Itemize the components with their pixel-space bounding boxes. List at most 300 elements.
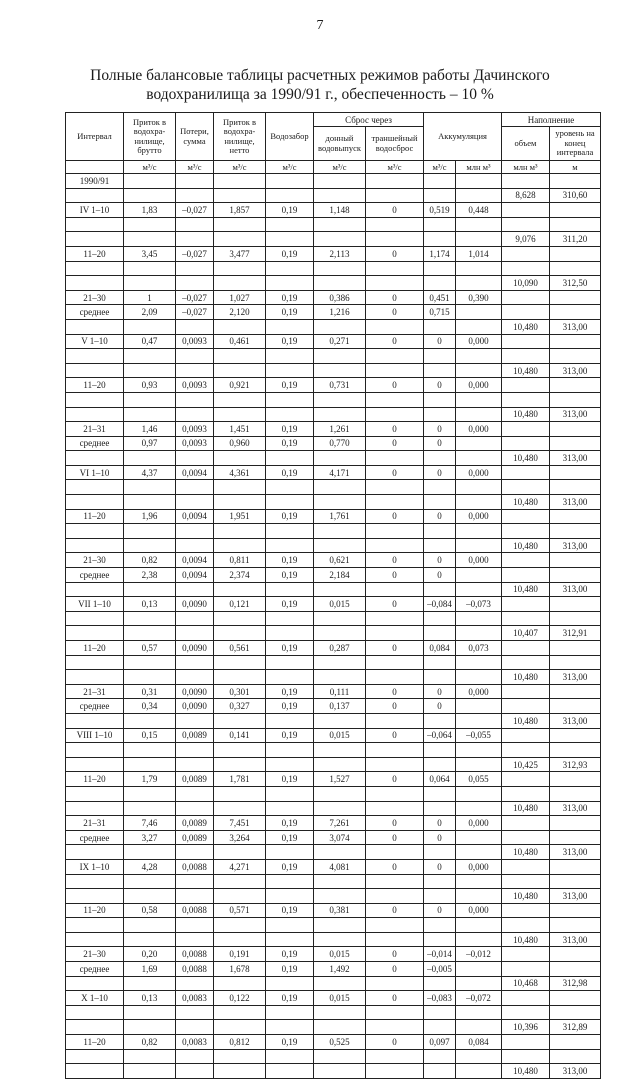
cell-bottom-outlet: 0,621 bbox=[314, 553, 366, 568]
cell-acc-flow: 0 bbox=[424, 830, 456, 845]
cell-inflow-net bbox=[214, 582, 266, 597]
cell-level bbox=[550, 524, 601, 539]
cell-volume bbox=[502, 918, 550, 933]
cell-acc-vol bbox=[456, 392, 502, 407]
cell-level bbox=[550, 874, 601, 889]
cell-inflow-gross bbox=[124, 918, 176, 933]
cell-volume bbox=[502, 509, 550, 524]
cell-bottom-outlet: 0,015 bbox=[314, 991, 366, 1006]
cell-acc-flow: –0,083 bbox=[424, 991, 456, 1006]
cell-level: 313,00 bbox=[550, 801, 601, 816]
cell-bottom-outlet: 4,081 bbox=[314, 859, 366, 874]
cell-volume: 10,480 bbox=[502, 1064, 550, 1079]
cell-inflow-net bbox=[214, 349, 266, 364]
cell-withdrawal: 0,19 bbox=[266, 991, 314, 1006]
cell-interval bbox=[66, 480, 124, 495]
cell-inflow-net bbox=[214, 217, 266, 232]
cell-inflow-net: 1,857 bbox=[214, 203, 266, 218]
cell-volume: 10,407 bbox=[502, 626, 550, 641]
cell-losses: 0,0090 bbox=[176, 684, 214, 699]
cell-withdrawal: 0,19 bbox=[266, 772, 314, 787]
cell-inflow-net: 0,812 bbox=[214, 1035, 266, 1050]
cell-bottom-outlet bbox=[314, 188, 366, 203]
cell-interval bbox=[66, 932, 124, 947]
cell-acc-vol bbox=[456, 232, 502, 247]
cell-acc-vol bbox=[456, 962, 502, 977]
cell-bottom-outlet bbox=[314, 1020, 366, 1035]
cell-inflow-gross bbox=[124, 261, 176, 276]
cell-trench-spillway bbox=[366, 349, 424, 364]
cell-losses bbox=[176, 1049, 214, 1064]
cell-inflow-net: 0,571 bbox=[214, 903, 266, 918]
cell-acc-vol bbox=[456, 305, 502, 320]
table-row bbox=[66, 217, 601, 232]
unit-withdrawal: м³/с bbox=[266, 161, 314, 174]
cell-inflow-gross bbox=[124, 889, 176, 904]
cell-losses: 0,0090 bbox=[176, 641, 214, 656]
cell-losses: 0,0094 bbox=[176, 568, 214, 583]
cell-trench-spillway: 0 bbox=[366, 962, 424, 977]
table-row bbox=[66, 991, 601, 1006]
cell-interval bbox=[66, 276, 124, 291]
cell-trench-spillway bbox=[366, 1049, 424, 1064]
cell-interval: 21–30 bbox=[66, 290, 124, 305]
cell-inflow-gross bbox=[124, 392, 176, 407]
table-row bbox=[66, 874, 601, 889]
cell-volume: 10,480 bbox=[502, 801, 550, 816]
table-row bbox=[66, 524, 601, 539]
table-row bbox=[66, 582, 601, 597]
cell-acc-vol: 0,084 bbox=[456, 1035, 502, 1050]
cell-inflow-net bbox=[214, 874, 266, 889]
cell-inflow-net bbox=[214, 363, 266, 378]
cell-volume bbox=[502, 174, 550, 189]
title-line-2: водохранилища за 1990/91 г., обеспеченность – 10 % bbox=[146, 86, 494, 103]
cell-losses: 0,0093 bbox=[176, 422, 214, 437]
cell-trench-spillway: 0 bbox=[366, 684, 424, 699]
cell-withdrawal: 0,19 bbox=[266, 378, 314, 393]
cell-withdrawal bbox=[266, 217, 314, 232]
cell-interval: VIII 1–10 bbox=[66, 728, 124, 743]
cell-inflow-gross: 0,47 bbox=[124, 334, 176, 349]
cell-losses: 0,0093 bbox=[176, 378, 214, 393]
cell-acc-flow: 0 bbox=[424, 465, 456, 480]
cell-bottom-outlet: 0,015 bbox=[314, 947, 366, 962]
cell-inflow-gross: 2,09 bbox=[124, 305, 176, 320]
cell-level bbox=[550, 655, 601, 670]
cell-losses: 0,0088 bbox=[176, 947, 214, 962]
cell-bottom-outlet bbox=[314, 1005, 366, 1020]
table-row bbox=[66, 407, 601, 422]
cell-losses bbox=[176, 611, 214, 626]
cell-inflow-net: 2,120 bbox=[214, 305, 266, 320]
cell-bottom-outlet bbox=[314, 524, 366, 539]
cell-interval bbox=[66, 232, 124, 247]
cell-inflow-gross: 4,28 bbox=[124, 859, 176, 874]
cell-losses bbox=[176, 670, 214, 685]
cell-trench-spillway bbox=[366, 655, 424, 670]
cell-bottom-outlet bbox=[314, 538, 366, 553]
table-row bbox=[66, 903, 601, 918]
cell-bottom-outlet bbox=[314, 495, 366, 510]
cell-losses bbox=[176, 889, 214, 904]
cell-losses: 0,0083 bbox=[176, 1035, 214, 1050]
cell-acc-flow: 0 bbox=[424, 859, 456, 874]
cell-bottom-outlet: 1,148 bbox=[314, 203, 366, 218]
cell-volume bbox=[502, 246, 550, 261]
cell-losses bbox=[176, 976, 214, 991]
cell-acc-vol bbox=[456, 524, 502, 539]
cell-inflow-gross bbox=[124, 232, 176, 247]
cell-withdrawal bbox=[266, 626, 314, 641]
cell-withdrawal bbox=[266, 188, 314, 203]
cell-level bbox=[550, 246, 601, 261]
cell-level: 313,00 bbox=[550, 319, 601, 334]
cell-volume bbox=[502, 261, 550, 276]
table-row bbox=[66, 290, 601, 305]
cell-losses bbox=[176, 188, 214, 203]
cell-withdrawal: 0,19 bbox=[266, 246, 314, 261]
cell-interval bbox=[66, 392, 124, 407]
cell-volume: 10,480 bbox=[502, 889, 550, 904]
cell-bottom-outlet bbox=[314, 480, 366, 495]
cell-bottom-outlet: 0,525 bbox=[314, 1035, 366, 1050]
cell-level bbox=[550, 334, 601, 349]
cell-volume bbox=[502, 422, 550, 437]
cell-losses bbox=[176, 1005, 214, 1020]
cell-losses bbox=[176, 261, 214, 276]
cell-inflow-net: 0,122 bbox=[214, 991, 266, 1006]
cell-acc-vol bbox=[456, 932, 502, 947]
cell-level bbox=[550, 830, 601, 845]
table-row bbox=[66, 801, 601, 816]
cell-trench-spillway bbox=[366, 801, 424, 816]
cell-losses bbox=[176, 524, 214, 539]
cell-interval: 21–31 bbox=[66, 422, 124, 437]
cell-withdrawal: 0,19 bbox=[266, 305, 314, 320]
cell-inflow-gross: 1,69 bbox=[124, 962, 176, 977]
cell-acc-vol bbox=[456, 713, 502, 728]
cell-volume bbox=[502, 699, 550, 714]
header-trench-spillway: траншейный водосброс bbox=[366, 127, 424, 161]
cell-losses bbox=[176, 319, 214, 334]
cell-acc-flow: 0 bbox=[424, 334, 456, 349]
table-row bbox=[66, 203, 601, 218]
cell-losses: –0,027 bbox=[176, 203, 214, 218]
cell-withdrawal: 0,19 bbox=[266, 597, 314, 612]
cell-level bbox=[550, 465, 601, 480]
cell-bottom-outlet: 0,770 bbox=[314, 436, 366, 451]
cell-inflow-gross bbox=[124, 670, 176, 685]
table-row bbox=[66, 713, 601, 728]
cell-interval: 1990/91 bbox=[66, 174, 124, 189]
cell-trench-spillway: 0 bbox=[366, 290, 424, 305]
cell-interval bbox=[66, 845, 124, 860]
cell-losses: 0,0090 bbox=[176, 597, 214, 612]
cell-inflow-gross bbox=[124, 451, 176, 466]
cell-inflow-net bbox=[214, 495, 266, 510]
cell-acc-flow: 0 bbox=[424, 903, 456, 918]
cell-bottom-outlet: 1,261 bbox=[314, 422, 366, 437]
cell-withdrawal bbox=[266, 174, 314, 189]
cell-level bbox=[550, 568, 601, 583]
cell-withdrawal: 0,19 bbox=[266, 290, 314, 305]
cell-volume bbox=[502, 597, 550, 612]
cell-trench-spillway bbox=[366, 392, 424, 407]
table-row bbox=[66, 378, 601, 393]
cell-trench-spillway bbox=[366, 524, 424, 539]
cell-acc-flow bbox=[424, 670, 456, 685]
cell-acc-flow bbox=[424, 743, 456, 758]
cell-bottom-outlet bbox=[314, 976, 366, 991]
table-row bbox=[66, 772, 601, 787]
cell-withdrawal: 0,19 bbox=[266, 334, 314, 349]
cell-volume: 10,480 bbox=[502, 670, 550, 685]
table-row bbox=[66, 188, 601, 203]
cell-inflow-net bbox=[214, 611, 266, 626]
cell-withdrawal bbox=[266, 757, 314, 772]
cell-acc-vol bbox=[456, 1020, 502, 1035]
cell-inflow-gross bbox=[124, 743, 176, 758]
cell-withdrawal: 0,19 bbox=[266, 465, 314, 480]
cell-bottom-outlet bbox=[314, 743, 366, 758]
cell-acc-flow bbox=[424, 801, 456, 816]
cell-bottom-outlet: 1,216 bbox=[314, 305, 366, 320]
cell-inflow-net: 4,361 bbox=[214, 465, 266, 480]
cell-level: 313,00 bbox=[550, 495, 601, 510]
table-row bbox=[66, 422, 601, 437]
cell-bottom-outlet bbox=[314, 319, 366, 334]
cell-interval: 11–20 bbox=[66, 378, 124, 393]
cell-withdrawal bbox=[266, 1049, 314, 1064]
cell-acc-flow: 0,084 bbox=[424, 641, 456, 656]
cell-trench-spillway bbox=[366, 538, 424, 553]
cell-acc-flow bbox=[424, 1049, 456, 1064]
cell-level: 313,00 bbox=[550, 713, 601, 728]
cell-interval bbox=[66, 261, 124, 276]
cell-bottom-outlet: 0,381 bbox=[314, 903, 366, 918]
cell-losses: 0,0089 bbox=[176, 772, 214, 787]
cell-trench-spillway: 0 bbox=[366, 436, 424, 451]
cell-losses bbox=[176, 232, 214, 247]
table-row bbox=[66, 495, 601, 510]
cell-volume: 10,480 bbox=[502, 451, 550, 466]
cell-withdrawal: 0,19 bbox=[266, 903, 314, 918]
cell-bottom-outlet: 0,731 bbox=[314, 378, 366, 393]
cell-volume bbox=[502, 903, 550, 918]
cell-acc-flow bbox=[424, 495, 456, 510]
cell-volume bbox=[502, 655, 550, 670]
cell-withdrawal bbox=[266, 889, 314, 904]
header-filling-group: Наполнение bbox=[502, 113, 601, 127]
cell-inflow-gross bbox=[124, 626, 176, 641]
cell-inflow-net: 0,461 bbox=[214, 334, 266, 349]
cell-bottom-outlet bbox=[314, 407, 366, 422]
cell-acc-vol bbox=[456, 480, 502, 495]
cell-inflow-net: 1,451 bbox=[214, 422, 266, 437]
cell-volume bbox=[502, 524, 550, 539]
cell-inflow-gross: 1,46 bbox=[124, 422, 176, 437]
cell-acc-vol: –0,055 bbox=[456, 728, 502, 743]
cell-acc-flow bbox=[424, 1064, 456, 1079]
cell-trench-spillway bbox=[366, 874, 424, 889]
table-row bbox=[66, 334, 601, 349]
header-bottom-outlet: донный водовыпуск bbox=[314, 127, 366, 161]
cell-acc-flow bbox=[424, 232, 456, 247]
cell-acc-flow bbox=[424, 407, 456, 422]
cell-acc-vol bbox=[456, 874, 502, 889]
cell-bottom-outlet: 0,271 bbox=[314, 334, 366, 349]
cell-interval: V 1–10 bbox=[66, 334, 124, 349]
cell-interval bbox=[66, 363, 124, 378]
cell-trench-spillway bbox=[366, 319, 424, 334]
table-row bbox=[66, 451, 601, 466]
cell-inflow-net bbox=[214, 670, 266, 685]
cell-volume bbox=[502, 1049, 550, 1064]
cell-interval: 11–20 bbox=[66, 903, 124, 918]
cell-inflow-net bbox=[214, 786, 266, 801]
cell-inflow-gross: 0,31 bbox=[124, 684, 176, 699]
cell-bottom-outlet bbox=[314, 1049, 366, 1064]
cell-inflow-gross bbox=[124, 611, 176, 626]
cell-inflow-net: 1,027 bbox=[214, 290, 266, 305]
cell-inflow-net: 2,374 bbox=[214, 568, 266, 583]
cell-level bbox=[550, 947, 601, 962]
cell-level bbox=[550, 611, 601, 626]
cell-volume bbox=[502, 641, 550, 656]
cell-losses: 0,0089 bbox=[176, 830, 214, 845]
cell-inflow-net: 3,264 bbox=[214, 830, 266, 845]
cell-level bbox=[550, 641, 601, 656]
cell-bottom-outlet: 0,111 bbox=[314, 684, 366, 699]
cell-withdrawal bbox=[266, 918, 314, 933]
cell-trench-spillway: 0 bbox=[366, 378, 424, 393]
cell-acc-vol bbox=[456, 363, 502, 378]
cell-acc-flow bbox=[424, 524, 456, 539]
cell-acc-vol: 0,000 bbox=[456, 509, 502, 524]
unit-bottom-outlet: м³/с bbox=[314, 161, 366, 174]
cell-inflow-gross bbox=[124, 845, 176, 860]
cell-acc-vol bbox=[456, 276, 502, 291]
cell-acc-flow bbox=[424, 655, 456, 670]
cell-level bbox=[550, 261, 601, 276]
cell-inflow-gross: 1,79 bbox=[124, 772, 176, 787]
cell-inflow-net: 0,191 bbox=[214, 947, 266, 962]
table-row bbox=[66, 1005, 601, 1020]
cell-losses bbox=[176, 626, 214, 641]
cell-losses bbox=[176, 582, 214, 597]
cell-losses: 0,0094 bbox=[176, 465, 214, 480]
cell-acc-flow: 0 bbox=[424, 553, 456, 568]
cell-acc-flow: 0,064 bbox=[424, 772, 456, 787]
cell-interval bbox=[66, 319, 124, 334]
cell-trench-spillway bbox=[366, 1005, 424, 1020]
table-row bbox=[66, 436, 601, 451]
cell-acc-vol bbox=[456, 786, 502, 801]
cell-volume bbox=[502, 290, 550, 305]
cell-volume bbox=[502, 465, 550, 480]
cell-interval bbox=[66, 611, 124, 626]
cell-inflow-gross: 1,96 bbox=[124, 509, 176, 524]
page-number: 7 bbox=[316, 18, 324, 33]
cell-inflow-gross: 0,15 bbox=[124, 728, 176, 743]
cell-losses bbox=[176, 757, 214, 772]
cell-volume: 10,480 bbox=[502, 319, 550, 334]
cell-trench-spillway bbox=[366, 1064, 424, 1079]
cell-bottom-outlet: 1,527 bbox=[314, 772, 366, 787]
cell-volume: 10,480 bbox=[502, 932, 550, 947]
unit-inflow-gross: м³/с bbox=[124, 161, 176, 174]
table-row bbox=[66, 626, 601, 641]
header-volume: объем bbox=[502, 127, 550, 161]
table-row bbox=[66, 743, 601, 758]
cell-bottom-outlet bbox=[314, 261, 366, 276]
cell-level bbox=[550, 1005, 601, 1020]
title-line-1: Полные балансовые таблицы расчетных режимов работы Дачинского bbox=[90, 67, 550, 84]
cell-inflow-gross bbox=[124, 874, 176, 889]
cell-acc-vol bbox=[456, 670, 502, 685]
cell-volume: 10,480 bbox=[502, 495, 550, 510]
cell-inflow-net: 0,561 bbox=[214, 641, 266, 656]
cell-interval: среднее bbox=[66, 568, 124, 583]
cell-bottom-outlet bbox=[314, 174, 366, 189]
table-row bbox=[66, 597, 601, 612]
cell-acc-vol bbox=[456, 495, 502, 510]
cell-level bbox=[550, 962, 601, 977]
cell-volume bbox=[502, 684, 550, 699]
cell-inflow-net bbox=[214, 524, 266, 539]
cell-inflow-net bbox=[214, 480, 266, 495]
cell-inflow-gross bbox=[124, 801, 176, 816]
cell-inflow-net bbox=[214, 757, 266, 772]
cell-withdrawal bbox=[266, 363, 314, 378]
cell-inflow-gross: 0,97 bbox=[124, 436, 176, 451]
cell-inflow-gross bbox=[124, 582, 176, 597]
cell-interval: IV 1–10 bbox=[66, 203, 124, 218]
cell-bottom-outlet: 1,492 bbox=[314, 962, 366, 977]
cell-level: 312,98 bbox=[550, 976, 601, 991]
cell-acc-flow bbox=[424, 1020, 456, 1035]
cell-trench-spillway bbox=[366, 1020, 424, 1035]
cell-withdrawal: 0,19 bbox=[266, 699, 314, 714]
cell-inflow-gross bbox=[124, 786, 176, 801]
cell-level: 313,00 bbox=[550, 1064, 601, 1079]
cell-volume bbox=[502, 349, 550, 364]
cell-interval bbox=[66, 889, 124, 904]
cell-volume bbox=[502, 436, 550, 451]
cell-level: 313,00 bbox=[550, 670, 601, 685]
cell-inflow-gross: 0,57 bbox=[124, 641, 176, 656]
table-row bbox=[66, 1035, 601, 1050]
cell-inflow-gross bbox=[124, 1064, 176, 1079]
cell-acc-flow: 0 bbox=[424, 816, 456, 831]
cell-acc-vol bbox=[456, 743, 502, 758]
cell-interval bbox=[66, 407, 124, 422]
cell-interval bbox=[66, 1020, 124, 1035]
cell-interval: 11–20 bbox=[66, 246, 124, 261]
cell-level bbox=[550, 859, 601, 874]
cell-withdrawal: 0,19 bbox=[266, 509, 314, 524]
cell-acc-vol: 0,448 bbox=[456, 203, 502, 218]
cell-bottom-outlet bbox=[314, 232, 366, 247]
cell-losses: 0,0088 bbox=[176, 962, 214, 977]
cell-level bbox=[550, 816, 601, 831]
table-row bbox=[66, 655, 601, 670]
cell-inflow-net bbox=[214, 188, 266, 203]
cell-acc-vol: –0,073 bbox=[456, 597, 502, 612]
cell-interval: 21–30 bbox=[66, 947, 124, 962]
cell-acc-vol: 0,000 bbox=[456, 816, 502, 831]
